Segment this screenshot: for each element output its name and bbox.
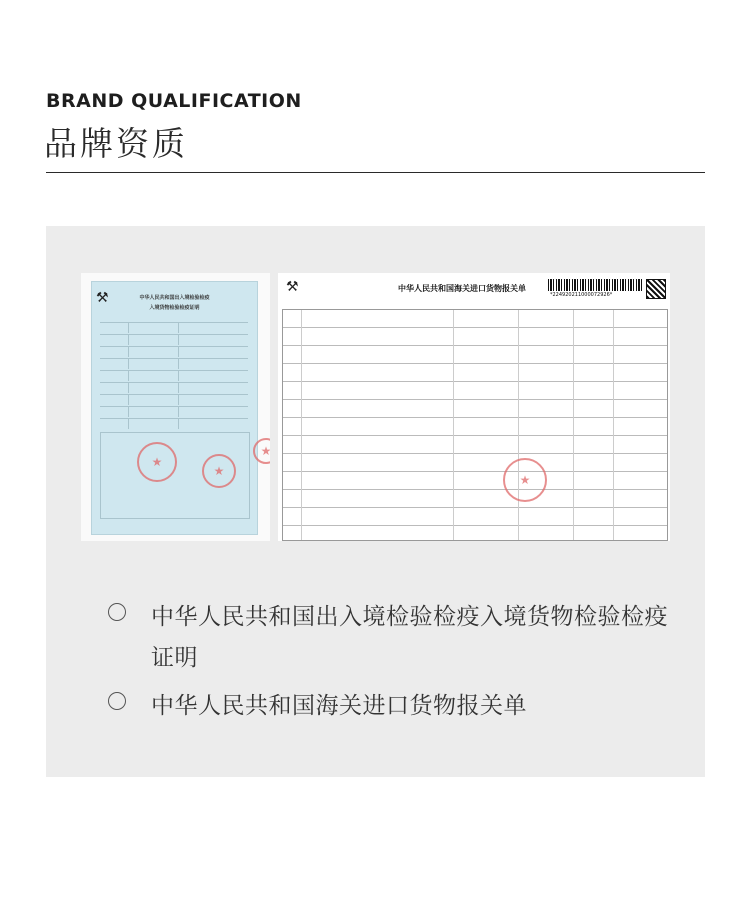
certificate-title-line2: 入境货物检验检疫证明 [149,305,200,311]
certificate-row [100,394,248,405]
certificate-row [100,370,248,381]
official-seal-stamp [202,454,236,488]
declaration-goods-table [282,309,668,541]
circle-outline-icon [108,692,126,710]
certificate-row [100,322,248,333]
declaration-title: 中华人民共和国海关进口货物报关单 [398,284,526,293]
qr-code-graphic [646,279,666,299]
certificate-row [100,334,248,345]
certificate-sheet [91,281,258,535]
customs-emblem-icon: ⚒ [286,279,299,295]
list-item-text: 中华人民共和国出入境检验检疫入境货物检验检疫证明 [151,604,668,671]
certificate-row [100,358,248,369]
official-seal-stamp [137,442,177,482]
barcode-graphic [548,279,643,291]
barcode-number: *224920211000072926* [550,292,613,298]
circle-outline-icon [108,603,126,621]
certificate-row [100,382,248,393]
certificate-title-line1: 中华人民共和国出入境检验检疫 [139,295,210,301]
certificate-row [100,346,248,357]
heading-english: BRAND QUALIFICATION [46,90,302,112]
customs-emblem-icon: ⚒ [96,290,109,306]
official-seal-stamp [503,458,547,502]
certificate-row [100,418,248,429]
certificate-row [100,406,248,417]
heading-chinese: 品牌资质 [44,124,188,163]
list-item [108,686,671,727]
inspection-certificate-image [81,273,270,541]
list-item-text: 中华人民共和国海关进口货物报关单 [151,693,527,719]
heading-divider [46,172,705,173]
customs-declaration-image [278,273,670,541]
list-item [108,597,671,679]
